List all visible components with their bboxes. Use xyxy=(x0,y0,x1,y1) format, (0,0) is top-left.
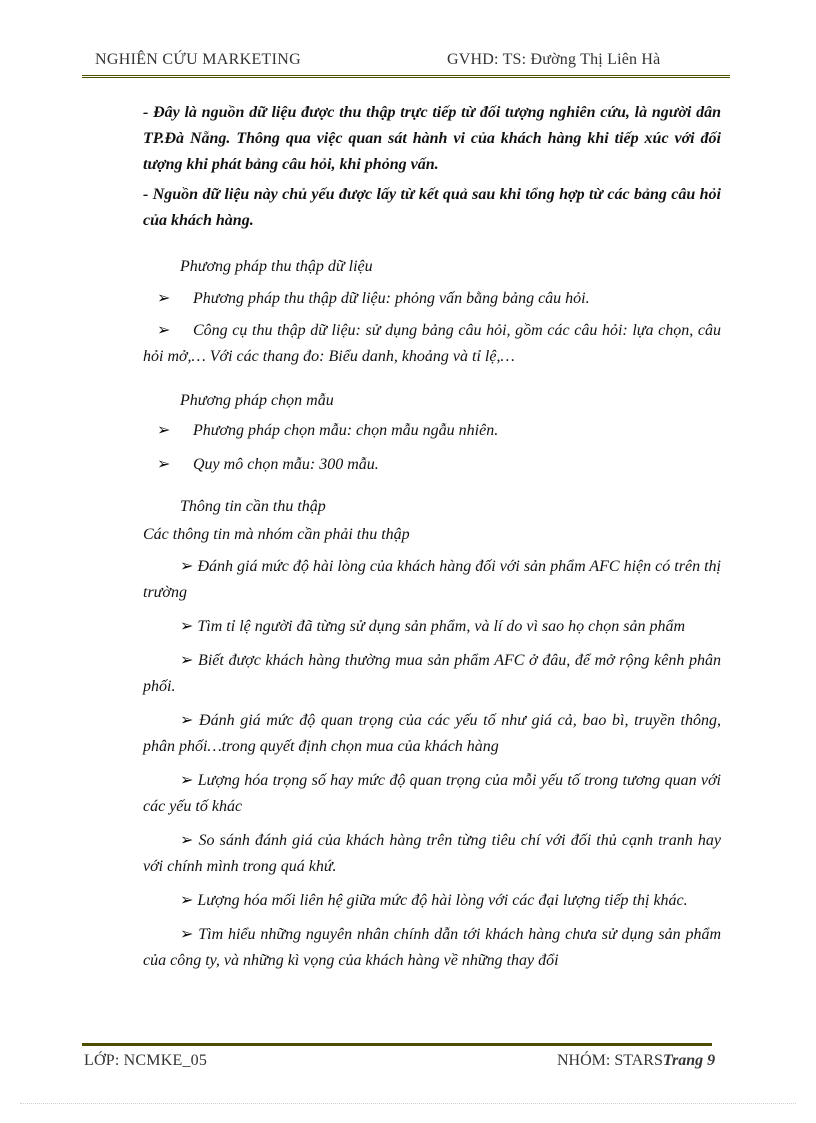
info-item-5 xyxy=(143,768,721,820)
info-item-2 xyxy=(143,614,721,640)
page-number: Trang 9 xyxy=(662,1052,716,1069)
info-item-8 xyxy=(143,922,721,974)
collection-item-text: Phương pháp thu thập dữ liệu: phỏng vấn bằng bảng câu hỏi. xyxy=(193,290,590,307)
sampling-heading: Phương pháp chọn mẫu xyxy=(180,392,334,409)
footer-group: NHÓM: STARS xyxy=(557,1052,663,1069)
bullet-arrow-icon: ➢ xyxy=(180,558,194,575)
sampling-item-2 xyxy=(143,452,721,478)
info-lead: Các thông tin mà nhóm cần phải thu thập xyxy=(143,526,410,543)
info-item-text: Đánh giá mức độ hài lòng của khách hàng đối với sản phẩm AFC hiện có trên thị trường xyxy=(143,558,721,601)
info-heading: Thông tin cần thu thập xyxy=(180,498,326,515)
footer-class: LỚP: NCMKE_05 xyxy=(84,1052,208,1069)
bullet-arrow-icon: ➢ xyxy=(157,290,171,307)
sampling-item-1 xyxy=(143,418,721,444)
bullet-arrow-icon: ➢ xyxy=(180,772,194,789)
info-item-text: Biết được khách hàng thường mua sản phẩm AFC ở đâu, để mở rộng kênh phân phối. xyxy=(143,652,722,695)
footer-rule xyxy=(82,1043,712,1046)
bullet-arrow-icon: ➢ xyxy=(157,422,171,439)
collection-item-text: Công cụ thu thập dữ liệu: sử dụng bảng câu hỏi, gồm các câu hỏi: lựa chọn, câu hỏi mở,… Với các thang đo: Biểu danh, khoảng và tỉ lệ,… xyxy=(143,322,721,365)
bullet-arrow-icon: ➢ xyxy=(180,618,194,635)
info-item-1 xyxy=(143,554,721,606)
bullet-arrow-icon: ➢ xyxy=(180,712,194,729)
bullet-arrow-icon: ➢ xyxy=(180,652,194,669)
info-item-3 xyxy=(143,648,721,700)
bullet-arrow-icon: ➢ xyxy=(157,322,171,339)
info-item-text: Lượng hóa mối liên hệ giữa mức độ hài lòng với các đại lượng tiếp thị khác. xyxy=(197,892,688,909)
info-item-4 xyxy=(143,708,721,760)
collection-heading: Phương pháp thu thập dữ liệu xyxy=(180,258,373,275)
header-instructor: GVHD: TS: Đường Thị Liên Hà xyxy=(447,51,661,68)
bullet-arrow-icon: ➢ xyxy=(180,832,194,849)
collection-item-2 xyxy=(143,318,721,370)
info-item-text: Lượng hóa trọng số hay mức độ quan trọng của mỗi yếu tố trong tương quan với các yếu tố khác xyxy=(143,772,722,815)
bullet-arrow-icon: ➢ xyxy=(157,456,171,473)
sampling-item-text: Quy mô chọn mẫu: 300 mẫu. xyxy=(193,456,379,473)
bullet-arrow-icon: ➢ xyxy=(180,926,194,943)
page-boundary xyxy=(20,1103,796,1104)
bullet-arrow-icon: ➢ xyxy=(180,892,194,909)
info-item-text: Đánh giá mức độ quan trọng của các yếu tố như giá cả, bao bì, truyền thông, phân phối…trong quyết định chọn mua của khách hàng xyxy=(143,712,722,755)
page-body xyxy=(143,100,721,974)
header-rule xyxy=(82,75,730,78)
collection-item-1 xyxy=(143,286,721,312)
footer-group-page xyxy=(557,1052,715,1070)
info-item-text: So sánh đánh giá của khách hàng trên từng tiêu chí với đối thủ cạnh tranh hay với chính mình trong quá khứ. xyxy=(143,832,722,875)
intro-paragraph-1: - Đây là nguồn dữ liệu được thu thập trực tiếp từ đối tượng nghiên cứu, là người dân TP.Đà Nẵng. Thông qua việc quan sát hành vi của khách hàng khi tiếp xúc với đối tượng khi phát bảng câu hỏi, khi phỏng vấn. xyxy=(143,104,721,173)
info-item-6 xyxy=(143,828,721,880)
info-item-7 xyxy=(143,888,721,914)
intro-paragraph-2: - Nguồn dữ liệu này chủ yếu được lấy từ kết quả sau khi tổng hợp từ các bảng câu hỏi của khách hàng. xyxy=(143,186,721,229)
header-course-title: NGHIÊN CỨU MARKETING xyxy=(95,51,301,68)
info-item-text: Tìm tỉ lệ người đã từng sử dụng sản phẩm, và lí do vì sao họ chọn sản phẩm xyxy=(197,618,686,635)
info-item-text: Tìm hiểu những nguyên nhân chính dẫn tới khách hàng chưa sử dụng sản phẩm của công ty, và những kì vọng của khách hàng về những thay đổi xyxy=(143,926,722,969)
sampling-item-text: Phương pháp chọn mẫu: chọn mẫu ngẫu nhiên. xyxy=(193,422,499,439)
